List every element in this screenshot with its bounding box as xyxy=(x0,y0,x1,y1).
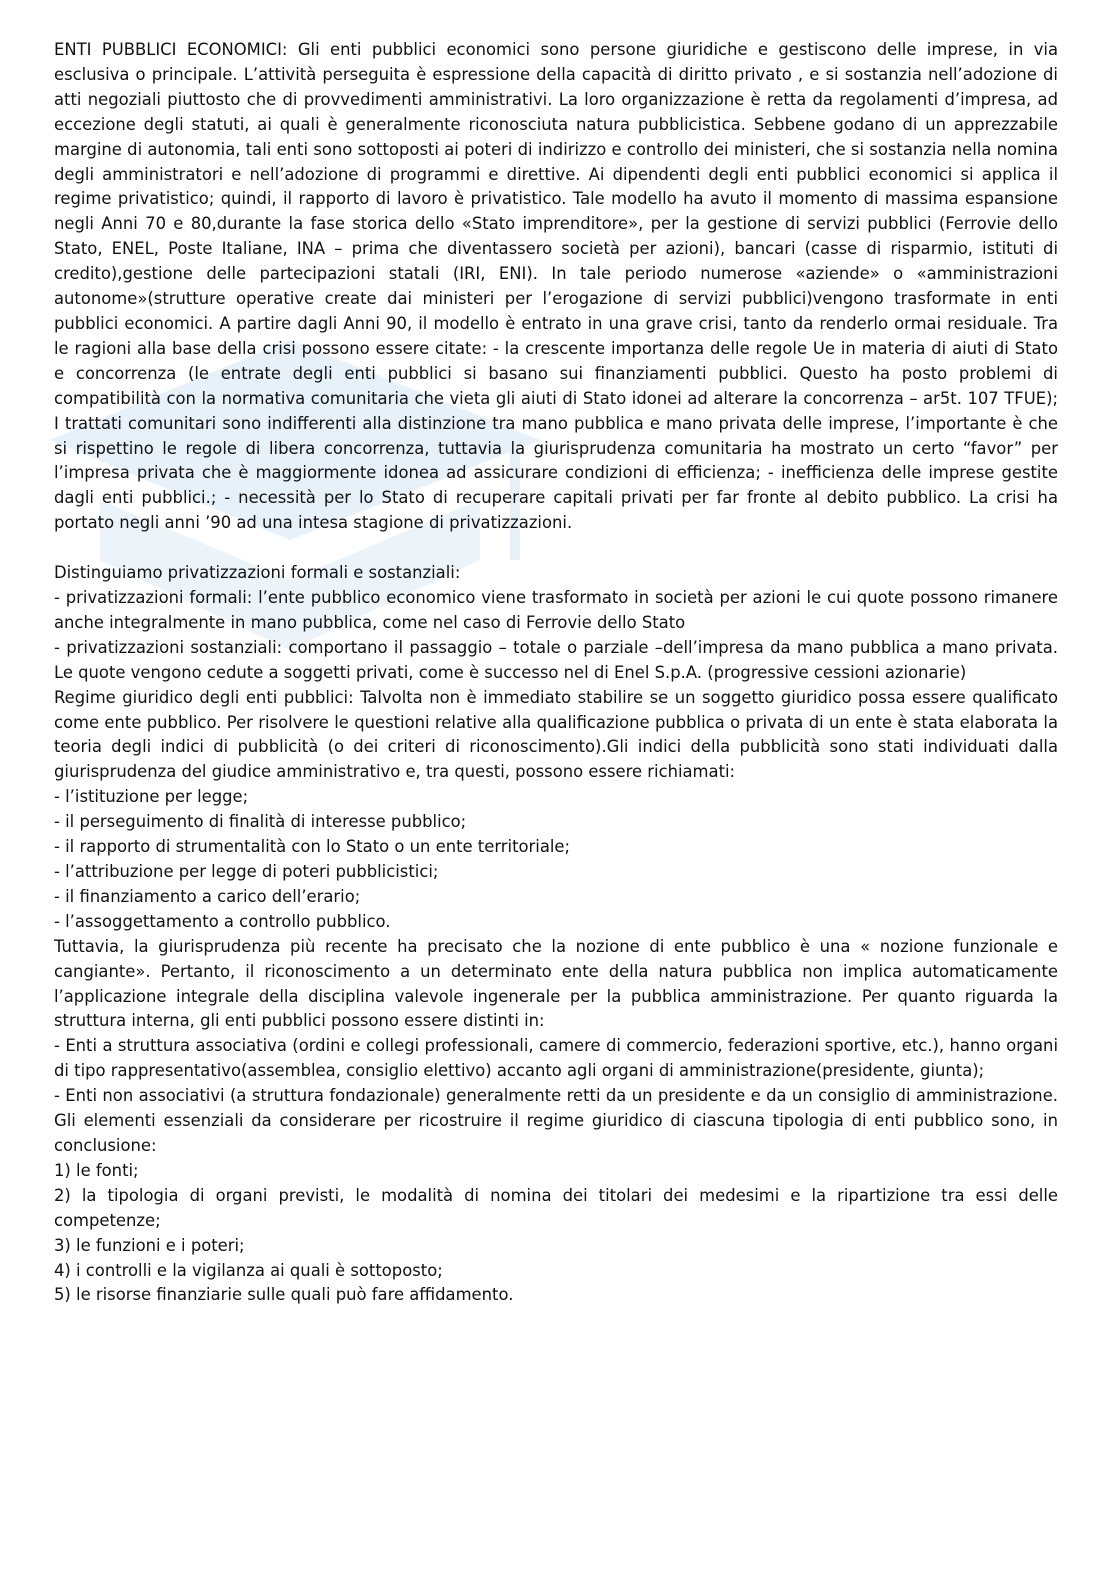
list-item: 5) le risorse finanziarie sulle quali può fare affidamento. xyxy=(54,1285,514,1305)
list-item: - l’attribuzione per legge di poteri pubblicistici; xyxy=(54,862,439,881)
list-item: 1) le fonti; xyxy=(54,1160,139,1180)
document-body xyxy=(54,38,1058,1308)
list-item: - l’istituzione per legge; xyxy=(54,787,249,807)
list-item: - il perseguimento di finalità di interesse pubblico; xyxy=(54,812,467,832)
paragraph-regime-giuridico: Regime giuridico degli enti pubblici: Talvolta non è immediato stabilire se un soggetto giuridico possa essere qualificato come ente pubblico. Per risolvere le questioni relative alla qualificazione pubblica o privata di un ente è stata elaborata la teoria degli indici di pubblicità (o dei criteri di riconoscimento).Gli indici della pubblicità sono stati individuati dalla giurisprudenza del giudice amministrativo e, tra questi, possono essere richiamati: xyxy=(54,687,1058,782)
paragraph-enti-non-associativi: - Enti non associativi (a struttura fondazionale) generalmente retti da un presidente e da un consiglio di amministrazione. Gli elementi essenziali da considerare per ricostruire il regime giuridico di ciascuna tipologia di enti pubblico sono, in conclusione: xyxy=(54,1086,1058,1155)
paragraph-privatizzazioni-intro: Distinguiamo privatizzazioni formali e sostanziali: xyxy=(54,563,461,583)
paragraph-enti-associativi: - Enti a struttura associativa (ordini e collegi professionali, camere di commercio, federazioni sportive, etc.), hanno organi di tipo rappresentativo(assemblea, consiglio elettivo) accanto agli organi di amministrazione(presidente, giunta); xyxy=(54,1036,1058,1081)
paragraph-enti-pubblici-economici: ENTI PUBBLICI ECONOMICI: Gli enti pubblici economici sono persone giuridiche e gestiscono delle imprese, in via esclusiva o principale. L’attività perseguita è espressione della capacità di diritto privato , e si sostanzia nell’adozione di atti negoziali piuttosto che di provvedimenti amministrativi. La loro organizzazione è retta da regolamenti d’impresa, ad eccezione degli statuti, ai quali è generalmente riconosciuta natura pubblicistica. Sebbene godano di un apprezzabile margine di autonomia, tali enti sono sottoposti ai poteri di indirizzo e controllo dei ministeri, che si sostanzia nella nomina degli amministratori e nell’adozione di programmi e direttive. Ai dipendenti degli enti pubblici economici si applica il regime privatistico; quindi, il rapporto di lavoro è privatistico. Tale modello ha avuto il momento di massima espansione negli Anni 70 e 80,durante la fase storica dello «Stato imprenditore», per la gestione di servizi pubblici (Ferrovie dello Stato, ENEL, Poste Italiane, INA – prima che diventassero società per azioni), bancari (casse di risparmio, istituti di credito),gestione delle partecipazioni statali (IRI, ENI). In tale periodo numerose «aziende» o «amministrazioni autonome»(strutture operative create dai ministeri per l’erogazione di servizi pubblici)vengono trasformate in enti pubblici economici. A partire dagli Anni 90, il modello è entrato in una grave crisi, tanto da renderlo ormai residuale. Tra le ragioni alla base della crisi possono essere citate: - la crescente importanza delle regole Ue in materia di aiuti di Stato e concorrenza (le entrate degli enti pubblici si basano sui finanziamenti pubblici. Questo ha posto problemi di compatibilità con la normativa comunitaria che vieta gli aiuti di Stato idonei ad alterare la concorrenza – ar5t. 107 TFUE); I trattati comunitari sono indifferenti alla distinzione tra mano pubblica e mano privata delle imprese, l’importante è che si rispettino le regole di libera concorrenza, tuttavia la giurisprudenza comunitaria ha mostrato un certo “favor” per l’impresa privata che è maggiormente idonea ad assicurare condizioni di efficienza; - inefficienza delle imprese gestite dagli enti pubblici.; - necessità per lo Stato di recuperare capitali privati per far fronte al debito pubblico. La crisi ha portato negli anni ’90 ad una intesa stagione di privatizzazioni. xyxy=(54,40,1058,533)
list-item: - l’assoggettamento a controllo pubblico. xyxy=(54,911,391,931)
paragraph-privatizzazioni-sostanziali: - privatizzazioni sostanziali: comportano il passaggio – totale o parziale –dell’impresa da mano pubblica a mano privata. Le quote vengono cedute a soggetti privati, come è successo nel di Enel S.p.A. (progressive cessioni azionarie) xyxy=(54,637,1058,682)
list-item: 3) le funzioni e i poteri; xyxy=(54,1235,245,1255)
paragraph-nozione-funzionale: Tuttavia, la giurisprudenza più recente ha precisato che la nozione di ente pubblico è una « nozione funzionale e cangiante». Pertanto, il riconoscimento a un determinato ente della natura pubblica non implica automaticamente l’applicazione integrale della disciplina valevole ingenerale per la pubblica amministrazione. Per quanto riguarda la struttura interna, gli enti pubblici possono essere distinti in: xyxy=(54,936,1058,1031)
list-item: 2) la tipologia di organi previsti, le modalità di nomina dei titolari dei medesimi e la ripartizione tra essi delle competenze; xyxy=(54,1185,1058,1230)
indices-list xyxy=(54,785,1058,934)
elements-list xyxy=(54,1159,1058,1308)
list-item: - il rapporto di strumentalità con lo Stato o un ente territoriale; xyxy=(54,837,571,857)
list-item: 4) i controlli e la vigilanza ai quali è sottoposto; xyxy=(54,1260,443,1280)
paragraph-gap xyxy=(54,536,1058,561)
paragraph-privatizzazioni-formali: - privatizzazioni formali: l’ente pubblico economico viene trasformato in società per azioni le cui quote possono rimanere anche integralmente in mano pubblica, come nel caso di Ferrovie dello Stato xyxy=(54,588,1058,632)
list-item: - il finanziamento a carico dell’erario; xyxy=(54,886,361,906)
